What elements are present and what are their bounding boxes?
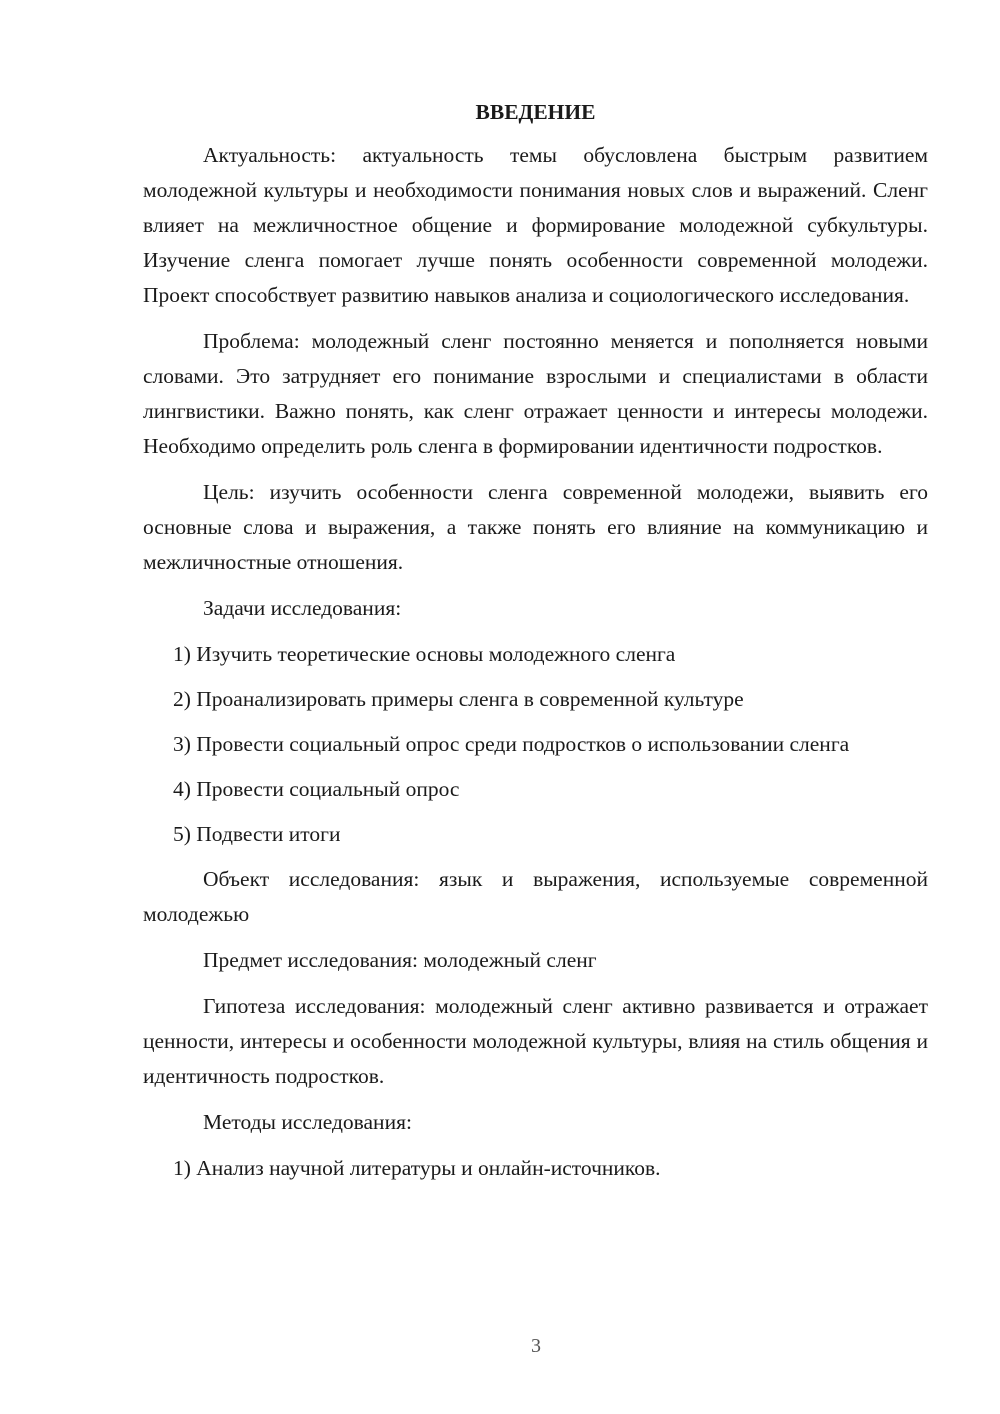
list-item-task-5: 5) Подвести итоги	[173, 822, 341, 846]
paragraph-relevance: Актуальность: актуальность темы обусловлена быстрым развитием молодежной культуры и необходимости понимания новых слов и выражений. Сленг влияет на межличностное общение и формирование молодежной субкультуры. Изучение сленга помогает лучше понять особенности современной молодежи. Проект способствует развитию навыков анализа и социологического исследования.	[143, 143, 928, 307]
paragraph-tasks-title: Задачи исследования:	[203, 596, 402, 620]
paragraph-subject: Предмет исследования: молодежный сленг	[203, 948, 597, 972]
paragraph-problem: Проблема: молодежный сленг постоянно меняется и пополняется новыми словами. Это затрудняет его понимание взрослыми и специалистами в области лингвистики. Важно понять, как сленг отражает ценности и интересы молодежи. Необходимо определить роль сленга в формировании идентичности подростков.	[143, 329, 928, 458]
page-number: 3	[531, 1335, 541, 1357]
list-item-task-4: 4) Провести социальный опрос	[173, 777, 460, 801]
paragraph-goal: Цель: изучить особенности сленга современной молодежи, выявить его основные слова и выражения, а также понять его влияние на коммуникацию и межличностные отношения.	[143, 480, 928, 574]
list-item-task-2: 2) Проанализировать примеры сленга в современной культуре	[173, 687, 744, 711]
paragraph-methods-title: Методы исследования:	[203, 1110, 412, 1134]
list-item-task-3: 3) Провести социальный опрос среди подростков о использовании сленга	[173, 732, 850, 756]
paragraph-hypothesis: Гипотеза исследования: молодежный сленг активно развивается и отражает ценности, интересы и особенности молодежной культуры, влияя на стиль общения и идентичность подростков.	[143, 994, 928, 1088]
list-item-method-1: 1) Анализ научной литературы и онлайн-источников.	[173, 1156, 661, 1180]
page-content	[143, 96, 928, 1196]
section-heading: ВВЕДЕНИЕ	[475, 100, 596, 124]
paragraph-object: Объект исследования: язык и выражения, используемые современной молодежью	[143, 867, 928, 926]
list-item-task-1: 1) Изучить теоретические основы молодежного сленга	[173, 642, 676, 666]
